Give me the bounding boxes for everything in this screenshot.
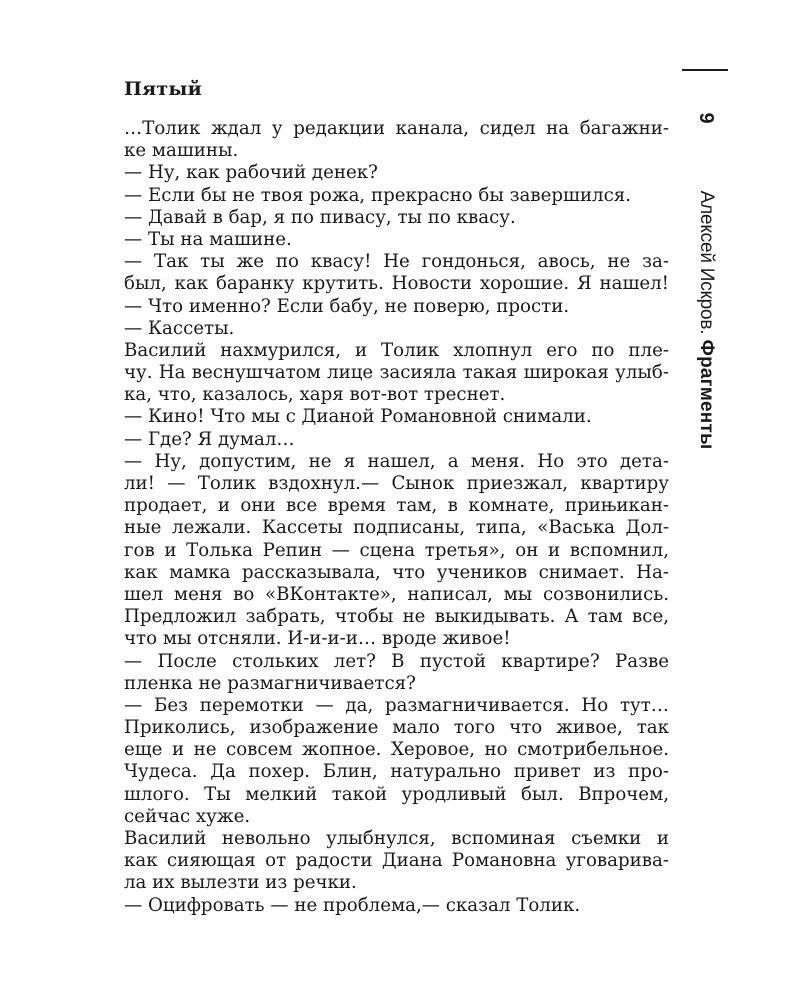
text-line: гов и Толька Репин — сцена третья», он и вспомнил, [124, 539, 669, 561]
text-line: — Где? Я думал… [124, 428, 295, 450]
text-line: ли! — Толик вздохнул.— Сынок приезжал, квартиру [124, 473, 669, 494]
running-head-text [694, 191, 718, 450]
text-line: ла их вылезти из речки. [124, 872, 357, 894]
text-line: еще и не совсем жопное. Херовое, но смотрибельное. [124, 739, 669, 761]
text-line: Василий нахмурился, и Толик хлопнул его по пле- [124, 339, 669, 361]
text-line: — Кассеты. [124, 317, 235, 339]
text-line: ке машины. [124, 140, 239, 162]
text-line: шлого. Ты мелкий такой уродливый был. Впрочем, [124, 783, 669, 805]
text-line: — Так ты же по квасу! Не гондонься, авось, не за- [124, 251, 669, 273]
text-line: шел меня во «ВКонтакте», написал, мы созвонились. [124, 583, 669, 605]
running-head-series: Фрагменты [696, 339, 717, 450]
text-line: — Ты на машине. [124, 228, 292, 250]
text-line: — Оцифровать — не проблема,— сказал Толик. [124, 894, 581, 916]
text-line: что мы отсняли. И-и-и-и… вроде живое! [124, 628, 511, 650]
text-line: — После стольких лет? В пустой квартире? Разве [124, 650, 669, 672]
text-line: как мамка рассказывала, что учеников снимает. На- [124, 561, 669, 583]
text-line: — Если бы не твоя рожа, прекрасно бы завершился. [124, 184, 632, 206]
text-line: сейчас хуже. [124, 805, 251, 827]
text-line: пленка не размагничивается? [124, 672, 416, 694]
text-line: Предложил забрать, чтобы не выкидывать. А там все, [124, 606, 669, 628]
text-line: Василий невольно улыбнулся, вспоминая съемки и [124, 828, 669, 849]
page-number: 9 [695, 112, 717, 124]
text-line: как сияющая от радости Диана Романовна уговарива- [124, 850, 669, 872]
text-line: …Толик ждал у редакции канала, сидел на багажни- [124, 118, 669, 139]
text-line: — Ну, допустим, не я нашел, а меня. Но это дета- [124, 450, 669, 472]
text-line: — Что именно? Если бабу, не поверю, прости. [124, 295, 570, 317]
text-line: Приколись, изображение мало того что живое, так [124, 717, 669, 739]
text-line: ка, что, казалось, харя вот-вот треснет. [124, 384, 506, 406]
text-line: чу. На веснушчатом лице засияла такая широкая улыб- [124, 362, 669, 384]
text-line: был, как баранку крутить. Новости хорошие. Я нашел! [124, 273, 669, 295]
text-line: продает, и они все время там, в комнате, прињикан- [124, 495, 669, 517]
text-line: — Давай в бар, я по пивасу, ты по квасу. [124, 206, 516, 228]
text-line: Чудеса. Да похер. Блин, натурально привет из про- [124, 761, 669, 783]
text-line: — Кино! Что мы с Дианой Романовной снимали. [124, 406, 592, 428]
running-head-author: Алексей Искров. [696, 190, 717, 335]
chapter-body [124, 118, 669, 917]
text-line: — Без перемотки — да, размагничивается. Но тут… [124, 694, 669, 716]
header-rule [682, 69, 728, 71]
text-line: ные лежали. Кассеты подписаны, типа, «Васька Дол- [124, 517, 669, 539]
chapter-title: Пятый [124, 78, 202, 100]
text-line: — Ну, как рабочий денек? [124, 162, 378, 184]
